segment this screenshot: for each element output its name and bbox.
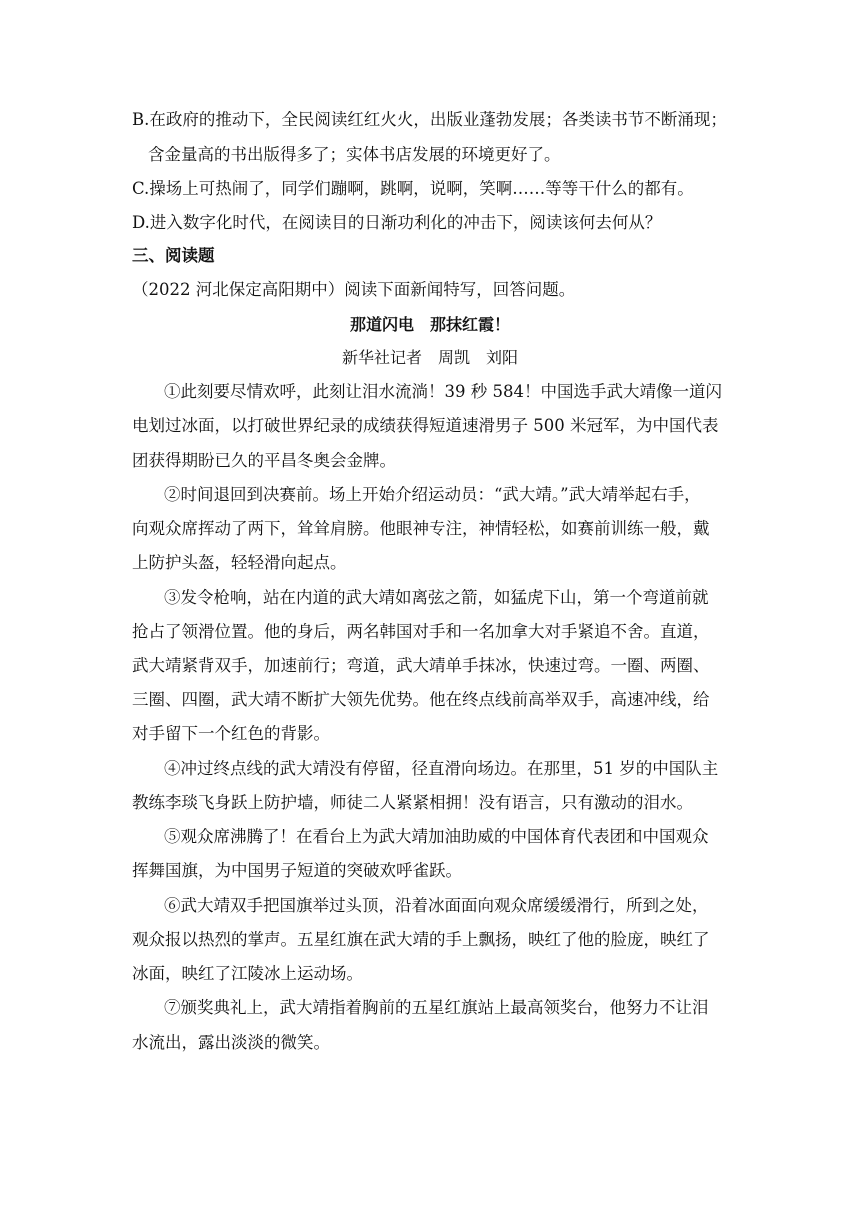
option-b-line-2: 含金量高的书出版得多了；实体书店发展的环境更好了。 <box>148 145 561 164</box>
paragraph-3-line-2: 抢占了领滑位置。他的身后，两名韩国对手和一名加拿大对手紧追不舍。直道， <box>132 622 710 641</box>
paragraph-3-line-1: ③发令枪响，站在内道的武大靖如离弦之箭，如猛虎下山，第一个弯道前就 <box>164 588 709 607</box>
paragraph-1-line-2: 电划过冰面，以打破世界纪录的成绩获得短道速滑男子 500 米冠军，为中国代表 <box>132 416 719 435</box>
paragraph-5-line-2: 挥舞国旗，为中国男子短道的突破欢呼雀跃。 <box>132 861 462 880</box>
paragraph-7-line-2: 水流出，露出淡淡的微笑。 <box>132 1033 330 1052</box>
paragraph-3-line-4: 三圈、四圈，武大靖不断扩大领先优势。他在终点线前高举双手，高速冲线，给 <box>132 690 710 709</box>
paragraph-3-line-3: 武大靖紧背双手，加速前行；弯道，武大靖单手抹冰，快速过弯。一圈、两圈、 <box>132 656 710 675</box>
paragraph-6-line-2: 观众报以热烈的掌声。五星红旗在武大靖的手上飘扬，映红了他的脸庞，映红了 <box>132 930 710 949</box>
option-d: D.进入数字化时代，在阅读目的日渐功利化的冲击下，阅读该何去何从？ <box>132 213 662 232</box>
paragraph-2-line-2: 向观众席挥动了两下，耸耸肩膀。他眼神专注，神情轻松，如赛前训练一般，戴 <box>132 519 710 538</box>
section-heading: 三、阅读题 <box>132 246 215 265</box>
section-intro: （2022 河北保定高阳期中）阅读下面新闻特写，回答问题。 <box>132 280 576 299</box>
paragraph-6-line-3: 冰面，映红了江陵冰上运动场。 <box>132 964 363 983</box>
paragraph-7-line-1: ⑦颁奖典礼上，武大靖指着胸前的五星红旗站上最高领奖台，他努力不让泪 <box>164 998 709 1017</box>
paragraph-1-line-1: ①此刻要尽情欢呼，此刻让泪水流淌！39 秒 584！中国选手武大靖像一道闪 <box>164 382 722 401</box>
option-c: C.操场上可热闹了，同学们蹦啊，跳啊，说啊，笑啊……等等干什么的都有。 <box>132 179 694 198</box>
paragraph-4-line-1: ④冲过终点线的武大靖没有停留，径直滑向场边。在那里，51 岁的中国队主 <box>164 759 719 778</box>
paragraph-2-line-1: ②时间退回到决赛前。场上开始介绍运动员：“武大靖。”武大靖举起右手， <box>164 485 701 504</box>
paragraph-1-line-3: 团获得期盼已久的平昌冬奥会金牌。 <box>132 451 396 470</box>
option-b-line-1: B.在政府的推动下，全民阅读红红火火，出版业蓬勃发展；各类读书节不断涌现； <box>132 110 727 129</box>
paragraph-3-line-5: 对手留下一个红色的背影。 <box>132 724 330 743</box>
paragraph-2-line-3: 上防护头盔，轻轻滑向起点。 <box>132 553 347 572</box>
paragraph-5-line-1: ⑤观众席沸腾了！在看台上为武大靖加油助威的中国体育代表团和中国观众 <box>164 827 709 846</box>
paragraph-6-line-1: ⑥武大靖双手把国旗举过头顶，沿着冰面面向观众席缓缓滑行，所到之处， <box>164 896 709 915</box>
paragraph-4-line-2: 教练李琰飞身跃上防护墙，师徒二人紧紧相拥！没有语言，只有激动的泪水。 <box>132 793 693 812</box>
article-byline: 新华社记者 周凯 刘阳 <box>341 348 518 367</box>
article-title: 那道闪电 那抹红霞！ <box>349 315 510 334</box>
